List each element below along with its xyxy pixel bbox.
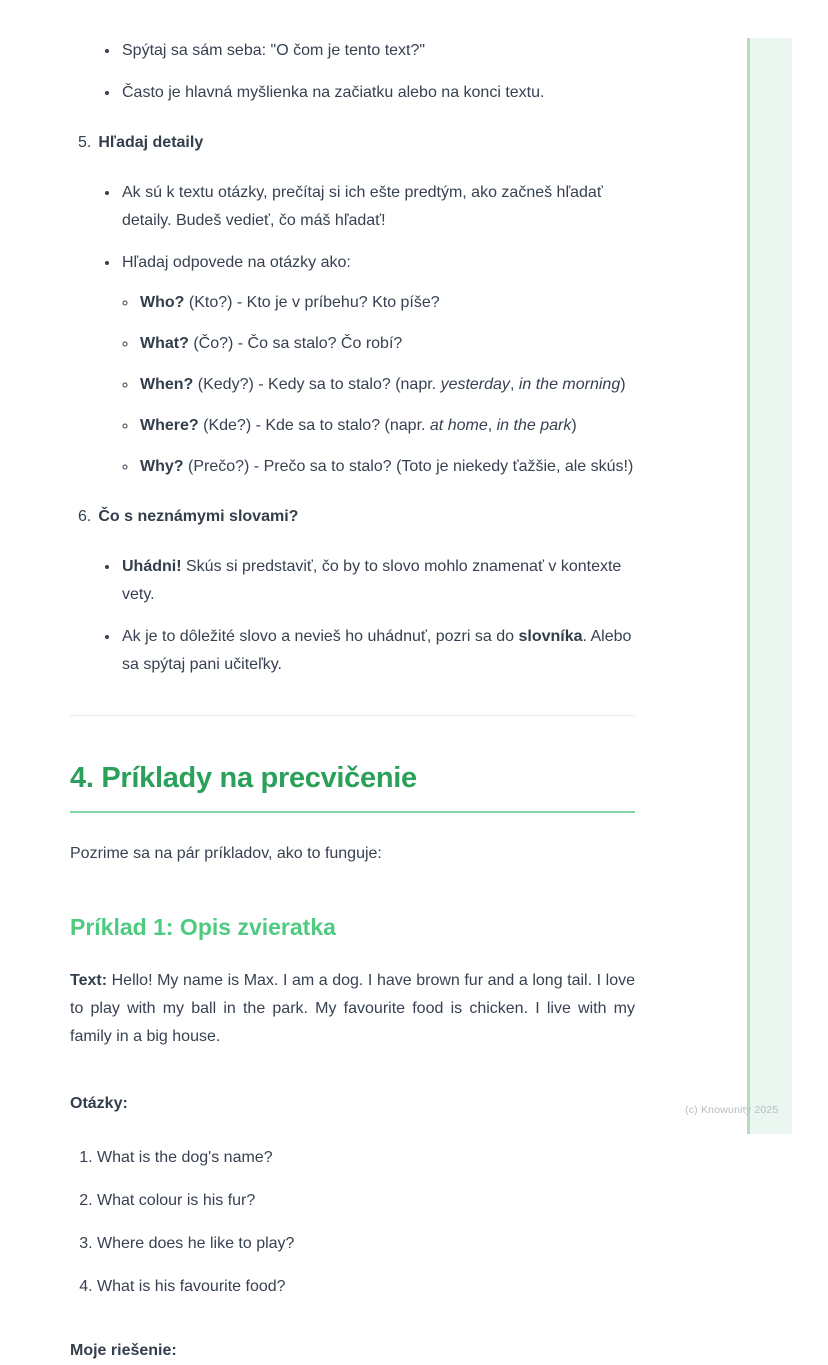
unknown-words-bullet-list — [70, 553, 635, 679]
question-word: What? — [140, 335, 189, 352]
list-item — [138, 330, 635, 358]
example-heading: Príklad 1: Opis zvieratka — [70, 913, 336, 940]
list-item — [120, 553, 635, 609]
question-text: (Kedy?) - Kedy sa to stalo? (napr. — [193, 376, 441, 393]
text-paragraph — [70, 967, 635, 1051]
question-text: ) — [571, 417, 577, 434]
question-text: , — [487, 417, 497, 434]
question-word: Who? — [140, 294, 185, 311]
question-word: Why? — [140, 458, 184, 475]
example-word: in the park — [496, 417, 572, 434]
item-title: Hľadaj detaily — [98, 134, 204, 151]
list-item — [120, 179, 635, 235]
example-word: in the morning — [518, 376, 621, 393]
question-text: ) — [620, 376, 626, 393]
question-text: What is his favourite food? — [97, 1277, 286, 1295]
item-title: Čo s neznámymi slovami? — [98, 508, 299, 525]
questions-label: Otázky: — [70, 1094, 128, 1112]
example-word: at home — [429, 417, 488, 434]
item-number: 6. — [78, 508, 92, 525]
question-text: (Čo?) - Čo sa stalo? Čo robí? — [188, 335, 403, 352]
list-item — [97, 1230, 635, 1258]
question-text: What colour is his fur? — [97, 1191, 256, 1209]
question-text: What is the dog's name? — [97, 1148, 273, 1166]
question-word: When? — [140, 376, 194, 393]
list-item — [97, 1187, 635, 1215]
list-item — [138, 371, 635, 399]
footer-watermark: (c) Knowunity 2025 — [685, 1104, 779, 1116]
list-item — [138, 289, 635, 317]
question-text: (Kde?) - Kde sa to stalo? (napr. — [198, 417, 430, 434]
list-item — [97, 1273, 635, 1301]
text-label: Text: — [70, 971, 108, 989]
section-divider — [70, 715, 635, 716]
numbered-item-6 — [78, 503, 635, 531]
bullet-text: Skús si predstaviť, čo by to slovo mohlo znamenať v kontexte vety. — [122, 558, 622, 603]
list-item — [97, 1144, 635, 1172]
section-intro: Pozrime sa na pár príkladov, ako to funguje: — [70, 844, 382, 862]
question-list — [70, 1144, 635, 1301]
text-body: Hello! My name is Max. I am a dog. I have brown fur and a long tail. I love to play with my ball in the park. My favourite food is chicken. I live with my family in a big house. — [70, 971, 635, 1045]
list-item — [120, 37, 635, 65]
bullet-text: Ak sú k textu otázky, prečítaj si ich ešte predtým, ako začneš hľadať detaily. Budeš vedieť, čo máš hľadať! — [122, 184, 603, 229]
example-word: yesterday — [440, 376, 510, 393]
section-heading: 4. Príklady na precvičenie — [70, 761, 635, 813]
intro-bullet-list — [70, 37, 635, 107]
list-item — [120, 623, 635, 679]
list-item — [120, 249, 635, 481]
solution-label: Moje riešenie: — [70, 1341, 177, 1359]
list-item — [138, 453, 635, 481]
question-text: (Prečo?) - Prečo sa to stalo? (Toto je niekedy ťažšie, ale skús!) — [183, 458, 634, 475]
question-text: , — [509, 376, 519, 393]
bullet-text: Ak je to dôležité slovo a nevieš ho uhádnuť, pozri sa do — [122, 628, 519, 645]
bullet-text: . Alebo sa spýtaj pani učiteľky. — [122, 628, 632, 673]
bullet-text: Hľadaj odpovede na otázky ako: — [122, 254, 351, 271]
list-item — [120, 79, 635, 107]
bullet-text: Spýtaj sa sám seba: "O čom je tento text?" — [122, 42, 426, 59]
item-number: 5. — [78, 134, 92, 151]
bullet-text: Často je hlavná myšlienka na začiatku alebo na konci textu. — [122, 84, 545, 101]
question-text: Where does he like to play? — [97, 1234, 295, 1252]
question-text: (Kto?) - Kto je v príbehu? Kto píše? — [184, 294, 440, 311]
list-item — [138, 412, 635, 440]
question-word: Where? — [140, 417, 199, 434]
numbered-item-5 — [78, 129, 635, 157]
detail-bullet-list — [70, 179, 635, 481]
bullet-inline-bold: slovníka — [518, 628, 583, 645]
bullet-lead-bold: Uhádni! — [122, 558, 182, 575]
questions-sub-list — [122, 289, 635, 481]
